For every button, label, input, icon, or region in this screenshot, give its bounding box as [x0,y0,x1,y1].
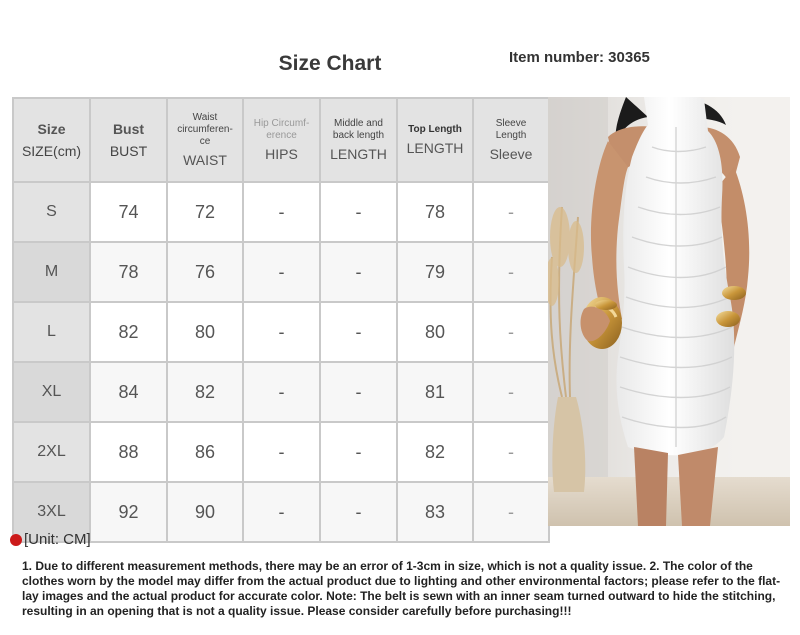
model-photo-illustration [548,97,790,526]
header-middle-back-length-code: LENGTH [330,145,387,162]
bust-cell: 84 [90,362,167,422]
middle-back-length-cell: - [320,242,397,302]
waist-cell: 76 [167,242,243,302]
page-title: Size Chart [278,52,382,75]
header-size-label: Size [37,121,66,137]
waist-cell: 80 [167,302,243,362]
header-bust-label: Bust [112,121,145,137]
waist-cell: 72 [167,182,243,242]
hips-cell: - [243,422,320,482]
top-length-cell: 79 [397,242,473,302]
hips-cell: - [243,302,320,362]
middle-back-length-cell: - [320,422,397,482]
middle-back-length-cell: - [320,302,397,362]
waist-cell: 82 [167,362,243,422]
bust-cell: 88 [90,422,167,482]
header-sleeve-label: Sleeve Length [495,117,527,141]
item-number: Item number: 30365 [509,49,650,66]
header-middle-back-length [320,98,397,182]
top-length-cell: 78 [397,182,473,242]
header-middle-back-length-label: Middle and back length [332,117,385,141]
waist-cell: 86 [167,422,243,482]
sleeve-cell: - [473,182,549,242]
table-row [13,362,549,422]
size-cell: M [13,242,90,302]
top-length-cell: 80 [397,302,473,362]
sleeve-cell: - [473,482,549,542]
sleeve-cell: - [473,362,549,422]
sleeve-cell: - [473,422,549,482]
hips-cell: - [243,362,320,422]
middle-back-length-cell: - [320,362,397,422]
hips-cell: - [243,242,320,302]
middle-back-length-cell: - [320,482,397,542]
size-chart-table [12,97,550,543]
top-length-cell: 81 [397,362,473,422]
size-cell: 3XL [13,482,90,542]
model-photo [548,97,790,526]
hips-cell: - [243,182,320,242]
header-sleeve [473,98,549,182]
bust-cell: 92 [90,482,167,542]
middle-back-length-cell: - [320,182,397,242]
table-row [13,242,549,302]
bust-cell: 74 [90,182,167,242]
table-row [13,302,549,362]
header-bust-code: BUST [109,143,148,159]
header-size [13,98,90,182]
header-hips-label: Hip Circumf-erence [253,117,310,141]
header-row [13,98,549,182]
sleeve-cell: - [473,302,549,362]
header-waist-code: WAIST [183,151,227,168]
top-length-cell: 83 [397,482,473,542]
header-hips [243,98,320,182]
bust-cell: 82 [90,302,167,362]
bust-cell: 78 [90,242,167,302]
size-cell: S [13,182,90,242]
header-hips-code: HIPS [265,145,298,162]
header-top-length-code: LENGTH [406,139,464,156]
hips-cell: - [243,482,320,542]
measurement-note: 1. Due to different measurement methods, there may be an error of 1-3cm in size, which is not a quality issue. 2. The color of the clothes worn by the model may differ from the actual product due to lighting and other environmental factors; please refer to the flat-lay images and the actual product for accurate color. Note: The belt is sewn with an inner seam turned outward to hide the stitching, resulting in an opening that is not a quality issue. Please consider carefully before purchasing!!! [22,559,781,618]
unit-label [10,531,91,548]
red-dot-icon [10,534,22,546]
waist-cell: 90 [167,482,243,542]
size-cell: L [13,302,90,362]
header-size-code: SIZE(cm) [21,143,82,159]
table-row [13,482,549,542]
size-cell: XL [13,362,90,422]
size-cell: 2XL [13,422,90,482]
header-waist [167,98,243,182]
sleeve-cell: - [473,242,549,302]
header-waist-label: Waist circumferen-ce [177,111,233,147]
header-top-length [397,98,473,182]
top-length-cell: 82 [397,422,473,482]
table-row [13,182,549,242]
header-bust [90,98,167,182]
table-row [13,422,549,482]
unit-text: [Unit: CM] [24,531,91,548]
header-sleeve-code: Sleeve [489,145,533,162]
header-top-length-label: Top Length [408,123,462,135]
